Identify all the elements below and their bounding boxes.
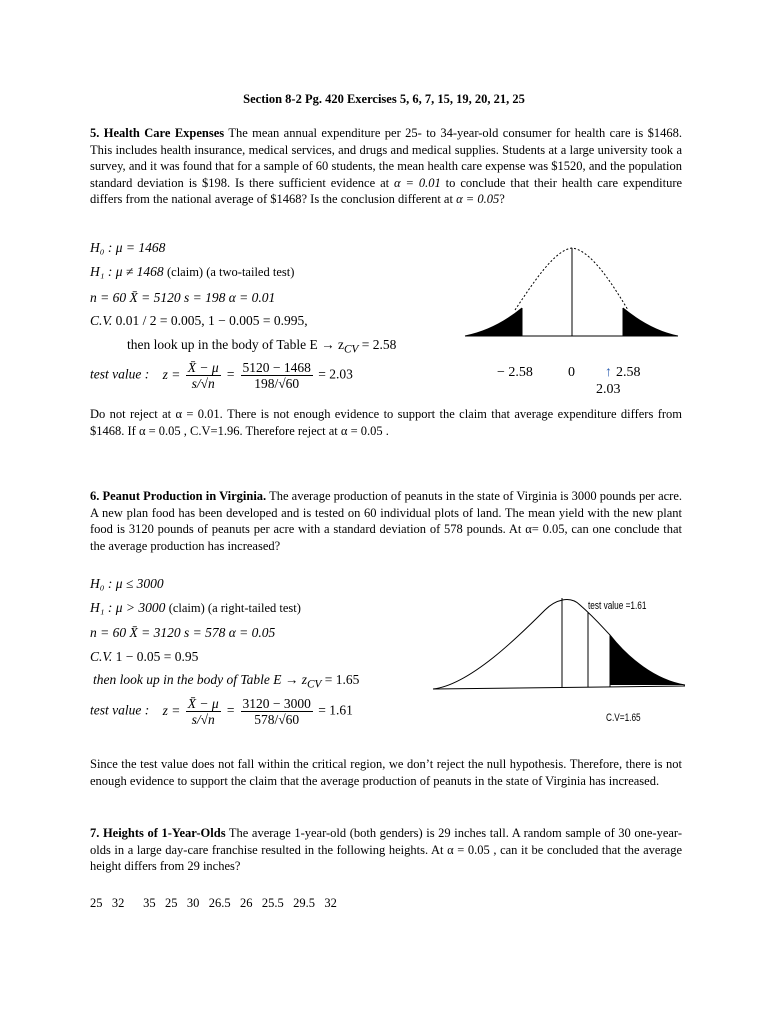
exercise-7-statement [90,825,682,875]
ex5-frac2 [241,360,313,391]
ex6-tv-z: z = [162,702,181,718]
exercise-7-heading: 7. Heights of 1-Year-Olds [90,826,226,840]
ex5-label-tv: 2.03 [596,382,621,397]
ex5-curve-right-tail [623,308,678,336]
ex5-label-zero: 0 [568,365,575,380]
ex5-h1-note: (claim) (a two-tailed test) [167,265,295,279]
ex5-frac2-den: 198/√60 [254,376,300,391]
ex6-frac1-den: s/√n [191,712,215,727]
ex5-frac1-den: s/√n [191,376,215,391]
ex5-table-val: = 2.58 [358,337,397,352]
ex6-h0: H₀ : μ ≤ 3000 [90,576,164,591]
ex5-tv-z: z = [162,366,181,382]
ex6-frac2-den: 578/√60 [254,712,300,727]
exercise-5-text: The mean annual expenditure per 25- to 34-year-old consumer for health care is $1468. This includes health insurance, medical services, and drugs and medical supplies. Students at a large university took a survey, and it was found that for a sample of 60 students, the mean health care expense was $1520, and the population standard deviation is $198. Is there sufficient evidence at [90,126,683,190]
exercise-5-heading: 5. Health Care Expenses [90,126,225,140]
exercise-5-alpha2: α = 0.05 [456,192,500,207]
ex6-frac2-num: 3120 − 3000 [242,696,311,711]
ex6-table-line [93,672,359,691]
ex6-baseline [433,686,685,689]
ex6-table-val: = 1.65 [321,672,360,687]
ex5-frac1 [186,360,221,391]
ex5-frac2-num: 5120 − 1468 [242,360,311,375]
ex5-h1 [90,264,294,280]
ex6-h1-expr: H₁ : μ > 3000 [90,600,166,615]
ex6-graph-cv-label: C.V=1.65 [606,712,641,724]
ex6-h1-note: (claim) (a right-tailed test) [168,601,301,615]
ex5-cv-text: 0.01 / 2 = 0.005, 1 − 0.005 = 0.995, [115,313,308,328]
ex6-tv-result: = 1.61 [318,702,353,718]
ex5-table-sub: CV [344,343,359,356]
ex6-table-text: then look up in the body of Table E → z [93,672,307,687]
ex6-cv-label: C.V. [90,649,113,664]
ex5-label-pos: 2.58 [616,365,641,380]
ex5-h1-expr: H₁ : μ ≠ 1468 [90,264,164,279]
ex5-table-text: then look up in the body of Table E → z [127,337,345,352]
ex6-conclusion: Since the test value does not fall within the critical region, we don’t reject the null hypothesis. Therefore, there is not enough evidence to support the claim that the average production of peanuts in the state of Virginia has increased. [90,757,682,788]
ex6-graph-tv-label: test value =1.61 [588,600,647,612]
ex5-tv-result: = 2.03 [318,366,353,382]
exercise-7-text: The average 1-year-old (both genders) is 29 inches tall. A random sample of 30 one-year-olds in a large day-care franchise resulted in the following heights. At α = 0.05 , can it be concluded that the average height differs from 29 inches? [90,826,682,874]
ex6-cv-text: 1 − 0.05 = 0.95 [115,649,199,664]
exercise-5-alpha1: α = 0.01 [394,175,441,190]
ex6-frac1 [186,696,221,727]
ex5-curve-left-tail [465,308,522,336]
ex6-table-sub: CV [306,678,322,691]
ex6-h1 [90,600,301,616]
ex6-normal-curve [430,590,690,695]
ex5-cv-label: C.V. [90,313,113,328]
ex6-cv-line [90,649,198,665]
ex6-test-value: test value : z = $\frac{X̄ - \mu}{s/√n}$ = $\frac{3120 - 3000}{578/√60}$ = 1.61 [90,696,353,727]
ex5-conclusion: Do not reject at α = 0.01. There is not enough evidence to support the claim that average expenditure differs from $1468. If α = 0.05 , C.V=1.96. Therefore reject at α = 0.05 . [90,407,682,438]
ex5-frac1-num: X̄ − μ [187,360,219,375]
ex5-tv-label: test value : [90,366,150,382]
exercise-6-text: The average production of peanuts in the state of Virginia is 3000 pounds per acre. A new plan food has been developed and is tested on 60 individual plots of land. The mean yield with the new plant food is 3120 pounds of peanuts per acre with a standard deviation of 578 pounds. At α= 0.05, can one conclude that the average production has increased? [90,489,682,553]
ex5-h0: H₀ : μ = 1468 [90,240,166,255]
ex5-label-neg: − 2.58 [497,365,533,380]
ex5-test-value: test value : z = $\frac{X̄ - \mu}{s/√n}$ = $\frac{5120 - 1468}{198/√60}$ = 2.03 [90,360,353,391]
exercise-5-question-mark: ? [499,192,505,207]
ex5-table-line [127,337,396,356]
ex6-curve-tail [610,635,685,685]
page-title: Section 8-2 Pg. 420 Exercises 5, 6, 7, 15, 19, 20, 21, 25 [243,92,525,106]
ex5-label-arrow: ↑ [605,365,612,380]
exercise-6-statement [90,488,682,554]
ex5-cv-line [90,313,308,329]
ex7-data: 25 32 35 25 30 26.5 26 25.5 29.5 32 [90,896,337,910]
ex5-sample-line: n = 60 X̄ = 5120 s = 198 α = 0.01 [90,290,276,305]
exercise-5-statement [90,125,682,208]
ex6-frac1-num: X̄ − μ [187,696,219,711]
ex6-frac2 [241,696,313,727]
ex6-tv-label: test value : [90,702,150,718]
ex6-sample-line: n = 60 X̄ = 3120 s = 578 α = 0.05 [90,625,276,640]
exercise-6-heading: 6. Peanut Production in Virginia. [90,489,267,503]
exercise-5-text2: to conclude that their health care expenditure differs from the national average of $1468? Is the conclusion different at [90,175,683,207]
